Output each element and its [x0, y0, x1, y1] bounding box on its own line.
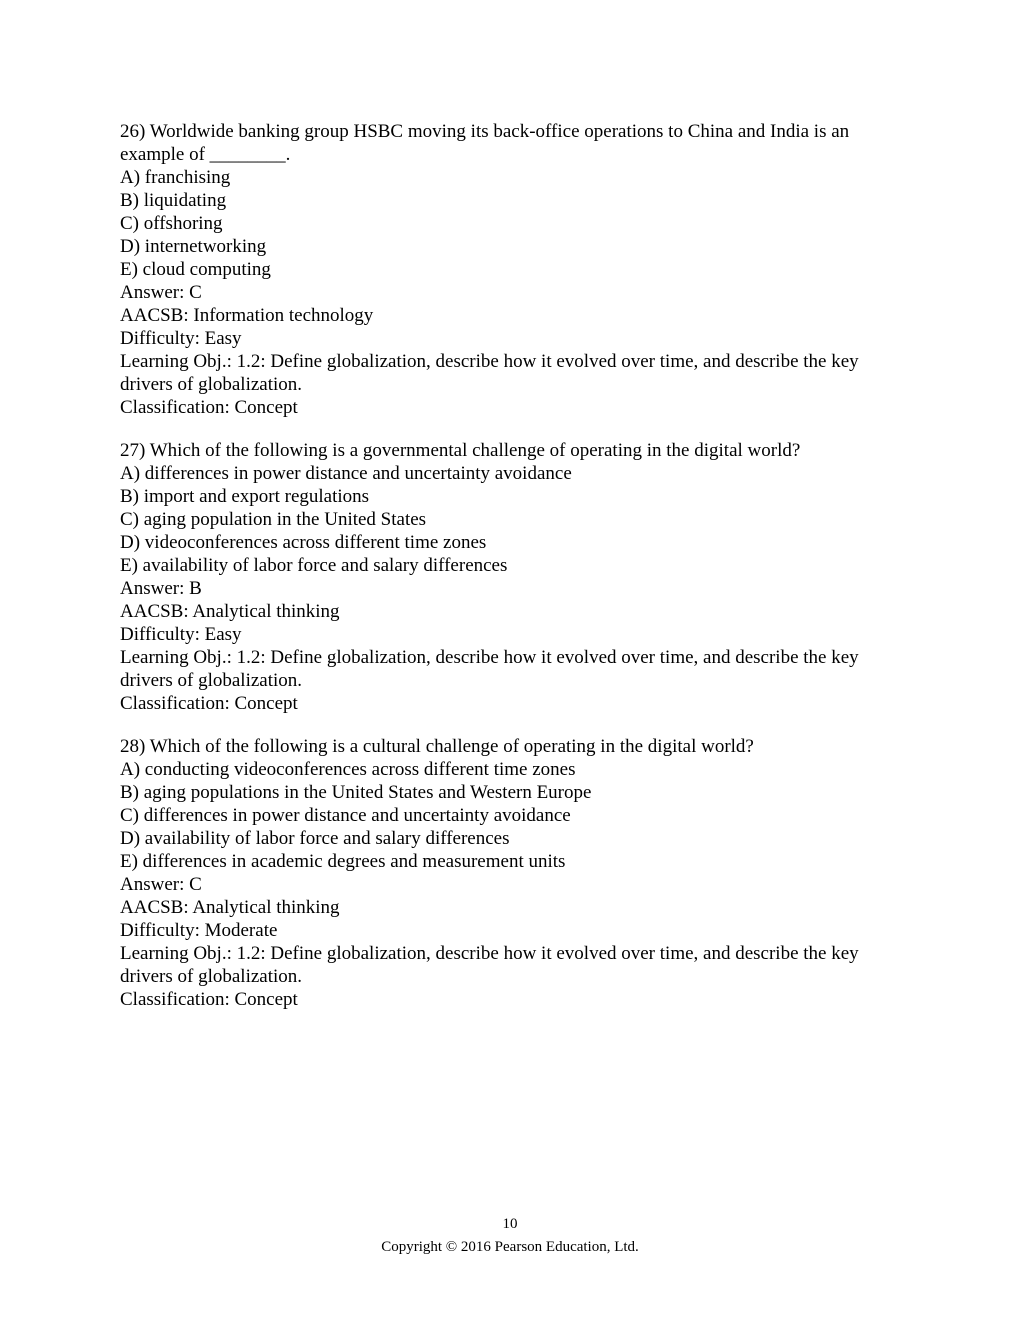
answer-option-b: B) import and export regulations — [120, 486, 370, 507]
learning-objective: Learning Obj.: 1.2: Define globalization, describe how it evolved over time, and describe the key drivers of globalization. — [120, 943, 859, 987]
page-number: 10 — [502, 1216, 518, 1232]
answer-key: Answer: C — [120, 282, 202, 303]
answer-option-c: C) differences in power distance and uncertainty avoidance — [120, 805, 571, 826]
question-list — [120, 120, 900, 1031]
classification-tag: Classification: Concept — [120, 989, 298, 1010]
aacsb-tag: AACSB: Information technology — [120, 305, 374, 326]
answer-option-c: C) aging population in the United States — [120, 509, 427, 530]
classification-tag: Classification: Concept — [120, 693, 298, 714]
classification-tag: Classification: Concept — [120, 397, 298, 418]
answer-option-d: D) internetworking — [120, 236, 267, 257]
answer-key: Answer: B — [120, 578, 202, 599]
answer-option-e: E) availability of labor force and salary differences — [120, 555, 508, 576]
learning-objective: Learning Obj.: 1.2: Define globalization, describe how it evolved over time, and describe the key drivers of globalization. — [120, 351, 859, 395]
copyright-notice: Copyright © 2016 Pearson Education, Ltd. — [381, 1239, 639, 1255]
answer-option-a: A) conducting videoconferences across different time zones — [120, 759, 576, 780]
aacsb-tag: AACSB: Analytical thinking — [120, 897, 340, 918]
answer-option-b: B) aging populations in the United States and Western Europe — [120, 782, 592, 803]
answer-option-c: C) offshoring — [120, 213, 223, 234]
difficulty-tag: Difficulty: Moderate — [120, 920, 278, 941]
question-block-26 — [120, 120, 900, 419]
question-stem: 27) Which of the following is a governmental challenge of operating in the digital world? — [120, 440, 801, 461]
answer-key: Answer: C — [120, 874, 202, 895]
answer-option-d: D) videoconferences across different time zones — [120, 532, 487, 553]
answer-option-e: E) differences in academic degrees and measurement units — [120, 851, 566, 872]
answer-option-a: A) franchising — [120, 167, 231, 188]
answer-option-a: A) differences in power distance and uncertainty avoidance — [120, 463, 572, 484]
answer-option-b: B) liquidating — [120, 190, 227, 211]
learning-objective: Learning Obj.: 1.2: Define globalization, describe how it evolved over time, and describe the key drivers of globalization. — [120, 647, 859, 691]
question-stem: 26) Worldwide banking group HSBC moving its back-office operations to China and India is an example of ________. — [120, 121, 850, 165]
question-block-27 — [120, 439, 900, 715]
difficulty-tag: Difficulty: Easy — [120, 328, 242, 349]
aacsb-tag: AACSB: Analytical thinking — [120, 601, 340, 622]
question-stem: 28) Which of the following is a cultural challenge of operating in the digital world? — [120, 736, 754, 757]
question-block-28 — [120, 735, 900, 1011]
answer-option-e: E) cloud computing — [120, 259, 271, 280]
difficulty-tag: Difficulty: Easy — [120, 624, 242, 645]
answer-option-d: D) availability of labor force and salary differences — [120, 828, 510, 849]
